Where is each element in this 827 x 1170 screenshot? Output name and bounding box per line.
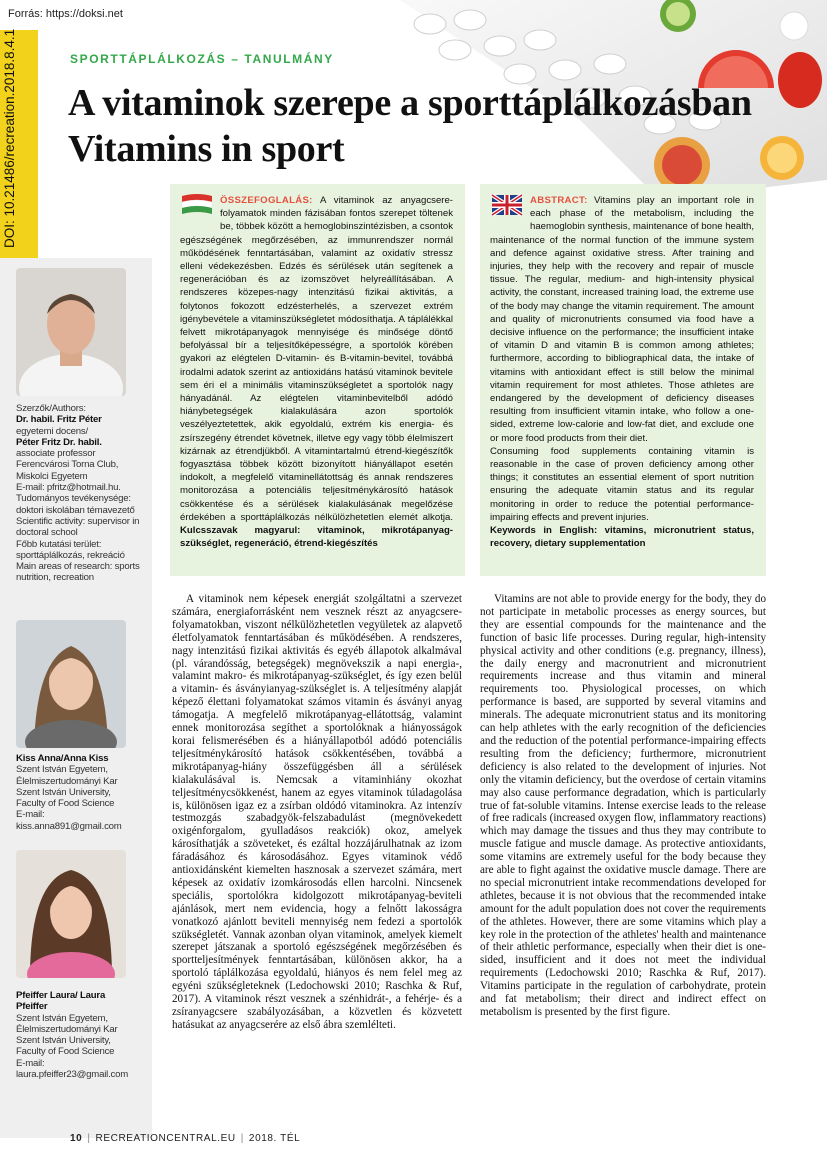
author-name: Pfeiffer Laura/ Laura [16,990,106,1001]
summary-hu-keywords: vitaminok, mikrotápanyag-szükséglet, regeneráció, étrend-kiegészítés [180,525,453,550]
summary-hu-label: ÖSSZEFOGLALÁS: [220,195,313,206]
author-line: Szent István Egyetem, [16,1012,108,1024]
abstract-en-keywords-label: Keywords in English: [490,525,598,537]
abstract-en-keywords: vitamins, micronutrient status, recovery, dietary supplementation [490,525,754,550]
section-kicker: SPORTTÁPLÁLKOZÁS – TANULMÁNY [70,52,334,66]
author-line: E-mail: [16,1057,45,1069]
author-name: Péter Fritz Dr. habil. [16,436,102,448]
abstract-en-text: Vitamins play an important role in each phase of the metabolism, including the haemoglobin synthesis, maintenance of bone health, maintenance of the normal function of the immune system and defence against oxidative stress. After training and injuries, they help with the recovery and repair of muscle tissue. The regular, medium- and high-intensity physical activity, the constant, increased training load, the extreme use of the body may change the vitamin requirement. The amount and quality of micronutrients consumed via food have a decisive influence on the performance; the insufficient intake of vitamin D and vitamin B is common among athletes; furthermore, according to bibliographical data, the intake of vitamins with antioxidant effect is still below the minimal vitamin requirement for most athletes. Those athletes are endangered by the development of deficiency diseases resulting from insufficient vitamin intake, who follow a one-sided, extreme low-calorie and low-fat diet, and exclude one or more food products from their diet. [490,195,755,444]
author-line: Miskolci Egyetem [16,470,88,482]
summary-hungarian-box [170,184,465,576]
abstract-en-text-2: Consuming food supplements containing vitamin is reasonable in the case of proven deficiency among other things; it constitutes an essential element of sport nutrition ensuring the adequate vitamin status and its regular monitoring in order to reduce the potential performance-impairing effects and prevent injuries. [490,445,754,523]
author-name: Kiss Anna/Anna Kiss [16,753,109,764]
author-line: Élelmiszertudományi Kar [16,775,118,787]
footer-issue: 2018. TÉL [248,1133,301,1144]
doi-label: DOI: 10.21486/recreation.2018.8.4.1 [2,28,17,248]
page-footer: 10 | RECREATIONCENTRAL.EU | 2018. TÉL [70,1133,301,1144]
author-email: E-mail: pfritz@hotmail.hu. [16,482,121,494]
summary-hu-keywords-label: Kulcsszavak magyarul: [180,525,301,537]
abstract-english-box [480,184,766,576]
author-name: Pfeiffer [16,1001,48,1013]
author-line: Szent István University, [16,1035,111,1047]
author-line: Élelmiszertudományi Kar [16,1023,118,1035]
author-email: laura.pfeiffer23@gmail.com [16,1069,129,1081]
author-line: doktori iskolában témavezető [16,504,135,516]
body-english: Vitamins are not able to provide energy for the body, they do not participate in metabolic processes as energy sources, but they are essential compounds for the maintenance and the function of basic life processes. During regular, high-intensity physical activity and other conditions (e.g. pregnancy, illness), the daily energy and macronutrient and micronutrient requirements increase and thus vitamin and mineral requirements too. Physiological processes, on which performance is based, are supported by several vitamins and minerals. The adequate micronutrient status and its monitoring can help athletes with the early recognition of the deficiencies and the reduction of the potential performance-impairing effects resulting from the deficiency; furthermore, micronutrient deficiency is also related to the development of injuries. Not only the vitamin deficiency, but the overdose of certain vitamins may also cause performance degradation, which is particularly true of fat-soluble vitamins. Intense exercise leads to the release of free radicals (increased oxygen flow, inflammatory reactions) which may damage the tissues and thus they may contribute to muscle fatigue and muscle damage. As protective antioxidants, some vitamins are extremely useful for the body because they are able to fight against the oxidative muscle damage. There are no special micronutrient intake recommendations developed for athletes, because it is not obvious that the recommended intake amount for the adult population does not cover the requirements of the athletes. However, there are some vitamins which play a key role in the protection of the athletes' health and maintenance of their athletic performance, especially when their diet is one-sided, insufficient and it does not meet the individual requirements (Ledochowski 2010; Raschka & Ruf, 2017). Vitamins participate in the regulation of carbohydrate, protein and fat metabolism; their direct and indirect effect on metabolism is presented by the first figure. [480,593,767,1018]
author-block-kiss [16,753,156,832]
source-label: Forrás: https://doksi.net [8,8,123,20]
summary-hu-text: A vitaminok az anyagcsere-folyamatok minden fázisában fontos szerepet töltenek be, többek között a hemoglobinszintézisben, a csontok egészségének megőrzésében, az immunrendszer normál működésének fenntartásában, valamint az oxidatív stressz elleni védekezésben. Edzés és sérülések után segítenek a regenerációban és az izomszövet helyreállításában. A rendszeres közepes-nagy intenzitású fizikai aktivitás, a folytonos fokozott edzésterhelés, a szervezet extrém igénybevétele a vitaminszükségletet módosíthatja. A táplálékkal felvett mikrotápanyagok mennyisége és minősége döntő befolyással bír a teljesítőképességre, a sportolók körében gyakori az elégtelen D-vitamin- és B-vitamin-bevitel, továbbá irodalmi adatok szerint az antioxidáns hatású vitaminok bevitele sem éri el a minimális vitaminszükségletet a sportolók nagy hányadánál. Az elégtelen vitaminbevitelből adódó hiánybetegségek kialakulására azon sportolók veszélyeztetettek, akik egyoldalú, extrém kis energia- és zsírszegény étrendet követnek, illetve egy vagy több élelmiszert kizárnak az étrendjükből. A vitamintartalmú étrend-kiegészítők fogyasztása többek között bizonyított hiányállapot esetén indokolt, a megfelelő vitaminellátottság és annak rendszeres monitorozása a potenciális teljesítménykárosító hatások csökkentése és a sérülések kialakulásának megelőzése érdekében a sporttáplálkozás nélkülözhetetlen elemét alkotja. [180,195,454,523]
author-line: Tudományos tevékenysége: [16,493,131,505]
author-photo-pfeiffer [16,850,126,978]
footer-site: RECREATIONCENTRAL.EU [95,1133,236,1144]
abstract-en-label: ABSTRACT: [530,195,588,206]
title-hungarian: A vitaminok szerepe a sporttáplálkozásban [68,82,752,124]
page-number: 10 [70,1133,83,1144]
author-line: doctoral school [16,527,78,539]
author-line: Main areas of research: sports [16,561,140,573]
title-english: Vitamins in sport [68,128,345,170]
author-line: Szent István University, [16,786,111,798]
author-line: E-mail: [16,809,45,821]
author-email: kiss.anna891@gmail.com [16,820,122,832]
author-line: Faculty of Food Science [16,798,115,810]
author-line: Scientific activity: supervisor in [16,515,140,527]
author-line: associate professor [16,448,96,460]
author-line: Szerzők/Authors: [16,403,86,414]
author-line: nutrition, recreation [16,572,94,584]
uk-flag-icon [490,190,524,220]
author-line: Faculty of Food Science [16,1046,115,1058]
author-line: Ferencvárosi Torna Club, [16,459,119,471]
author-line: egyetemi docens/ [16,425,88,437]
author-line: Főbb kutatási terület: [16,538,102,550]
author-block-pfeiffer [16,990,156,1080]
author-block-fritz [16,403,156,584]
hungarian-flag-icon [180,190,214,220]
author-photo-fritz [16,268,126,396]
body-hungarian: A vitaminok nem képesek energiát szolgáltatni a szervezet számára, energiaforrásként nem vesznek részt az anyagcsere-folyamatokban, viszont nélkülözhetetlen vegyületek az alapvető életfolyamatok fenntartásában és működésében. A rendszeres, nagy intenzitású fizikai aktivitás és egyéb állapotok alkalmával (pl. várandósság, betegségek) megnövekszik a napi energia-, valamint makro- és mikrotápanyag-szükséglet, és így ezen belül a vitamin- és ásványianyag-szükséglet is. A teljesítmény alapját képező élettani folyamatokat számos vitamin és ásványi anyag támogatja. A megfelelő mikrotápanyag-ellátottság, valamint ennek monitorozása segíthet a sportolóknak a hiányosságok korai felismerésében és a hiányállapotból adódó potenciális teljesítménykárosító hatások csökkentésében, továbbá a mikrotápanyag-hiány összefüggésben áll a sérülések kialakulásával is. Nemcsak a vitaminhiány okozhat teljesítménycsökkenést, hanem az egyes vitaminok túladagolása is, különösen igaz ez a zsírban oldódó vitaminokra. Az intenzív testmozgás szabadgyök-felszabadulást (megnövekedett oxigénforgalom, gyulladásos reakciók) okoz, amelyek károsíthatják a szöveteket, és ezáltal hozzájárulhatnak az izom fáradásához és károsodásához. Egyes vitaminok védő antioxidánsként kiemelten hasznosak a szervezet számára, mert képesek az oxidatív izomkárosodás ellen harcolni. Nincsenek speciális, sportolókra kidolgozott mikrotápanyag-beviteli ajánlások, mert nem evidencia, hogy a felnőtt lakosságra vonatkozó ajánlott beviteli mennyiség nem fedezi a sportolók szükségletét. Vannak azonban olyan vitaminok, amelyek kiemelt szerepet játszanak a sportoló egészségének megőrzésében és sportteljesítmények fenntartásában, különösen akkor, ha a sportoló táplálkozása egyoldalú, hiányos és nem felel meg az egyéni szükségleteknek (Ledochowski 2010; Raschka & Ruf, 2017). A vitaminok részt vesznek a szénhidrát-, a fehérje- és a zsíranyagcsere szabályozásában, a közvetlen és közvetett hatásukat az anyagcserére az első ábra szemlélteti. [172,593,462,1031]
author-photo-kiss [16,620,126,748]
author-line: sporttáplálkozás, rekreáció [16,549,125,561]
article-title [68,80,752,172]
author-line: Szent István Egyetem, [16,764,108,776]
author-name: Dr. habil. Fritz Péter [16,414,102,426]
